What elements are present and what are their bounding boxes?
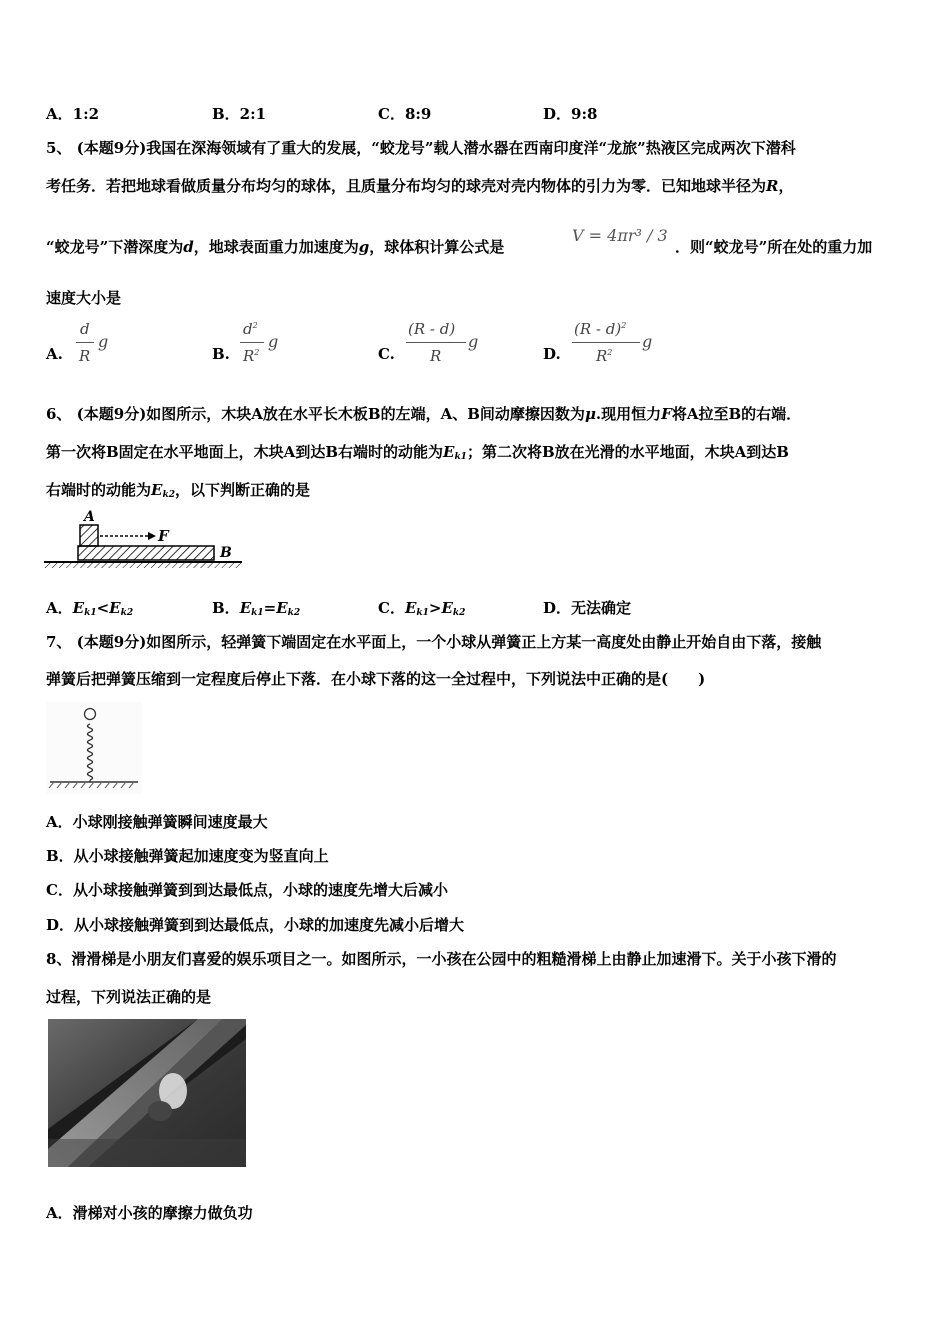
q6-option-b: B．$E_{k1}=E_{k2}$ bbox=[212, 599, 301, 618]
q5-option-c-fraction: (R - d) R g bbox=[408, 320, 479, 365]
q7-option-d: D．从小球接触弹簧到到达最低点，小球的加速度先减小后增大 bbox=[46, 916, 465, 934]
q4-option-a: A．1:2 bbox=[46, 105, 100, 123]
label-a: A bbox=[84, 509, 95, 525]
q6-line-1: 6、 (本题9分)如图所示，木块A放在水平长木板B的左端，A、B间动摩擦因数为μ.现用恒力F将A拉至B的右端． bbox=[46, 405, 802, 423]
q7-line-2: 弹簧后把弹簧压缩到一定程度后停止下落．在小球下落的这一全过程中，下列说法中正确的是( ) bbox=[46, 670, 706, 688]
q5-line-3: “蛟龙号”下潜深度为d，地球表面重力加速度为g，球体积计算公式是 bbox=[46, 238, 505, 256]
q5-option-c-label: C. bbox=[378, 345, 395, 363]
q8-option-a: A．滑梯对小孩的摩擦力做负功 bbox=[46, 1204, 253, 1222]
q4-option-b: B．2:1 bbox=[212, 105, 267, 123]
label-b: B bbox=[220, 545, 232, 561]
board-b bbox=[78, 546, 214, 560]
q8-line-2: 过程，下列说法正确的是 bbox=[46, 988, 212, 1006]
q5-option-d-label: D. bbox=[543, 345, 561, 363]
q7-option-b: B．从小球接触弹簧起加速度变为竖直向上 bbox=[46, 847, 329, 865]
q7-option-a: A．小球刚接触弹簧瞬间速度最大 bbox=[46, 813, 268, 831]
q5-option-b-fraction: $d^2$ $R^2$ g bbox=[240, 318, 290, 368]
q5-line-2: 考任务．若把地球看做质量分布均匀的球体，且质量分布均匀的球壳对壳内物体的引力为零．已知地球半径为R， bbox=[46, 177, 794, 195]
q5-line-1: 5、 (本题9分)我国在深海领域有了重大的发展，“蛟龙号”载人潜水器在西南印度洋“龙旅”热液区完成两次下潜科 bbox=[46, 139, 796, 157]
q4-option-d: D．9:8 bbox=[543, 105, 598, 123]
q6-option-d: D．无法确定 bbox=[543, 599, 632, 617]
q6-option-a: A．$E_{k1}<E_{k2}$ bbox=[46, 599, 134, 618]
q5-option-b-label: B. bbox=[212, 345, 230, 363]
q5-line-4: 速度大小是 bbox=[46, 289, 122, 307]
q5-line-3-end: ．则“蛟龙号”所在处的重力加 bbox=[675, 238, 873, 256]
q7-option-c: C．从小球接触弹簧到到达最低点，小球的速度先增大后减小 bbox=[46, 881, 448, 899]
slide-photo bbox=[48, 1019, 246, 1167]
q6-option-c: C．$E_{k1}>E_{k2}$ bbox=[378, 599, 466, 618]
block-on-board-figure bbox=[44, 505, 244, 575]
q6-line-2: 第一次将B固定在水平地面上，木块A到达B右端时的动能为$E_{k1}$；第二次将B放在光滑的水平地面，木块A到达B bbox=[46, 443, 789, 462]
q8-line-1: 8、滑滑梯是小朋友们喜爱的娱乐项目之一。如图所示，一小孩在公园中的粗糙滑梯上由静止加速滑下。关于小孩下滑的 bbox=[46, 950, 837, 968]
label-f: F bbox=[158, 527, 169, 545]
q4-option-c: C．8:9 bbox=[378, 105, 432, 123]
volume-formula: V = 4πr³ / 3 bbox=[572, 226, 668, 245]
ball-icon bbox=[85, 709, 96, 720]
q6-line-3: 右端时的动能为$E_{k2}$，以下判断正确的是 bbox=[46, 481, 310, 500]
block-a bbox=[80, 525, 98, 546]
q5-option-a-label: A. bbox=[46, 345, 63, 363]
spring-ball-figure bbox=[46, 702, 142, 794]
q7-line-1: 7、 (本题9分)如图所示，轻弹簧下端固定在水平面上，一个小球从弹簧正上方某一高度处由静止开始自由下落，接触 bbox=[46, 633, 822, 651]
q5-option-d-fraction: (R - d)$^2$ $R^2$ g bbox=[574, 320, 653, 365]
q5-option-a-fraction: d R g bbox=[76, 320, 116, 370]
